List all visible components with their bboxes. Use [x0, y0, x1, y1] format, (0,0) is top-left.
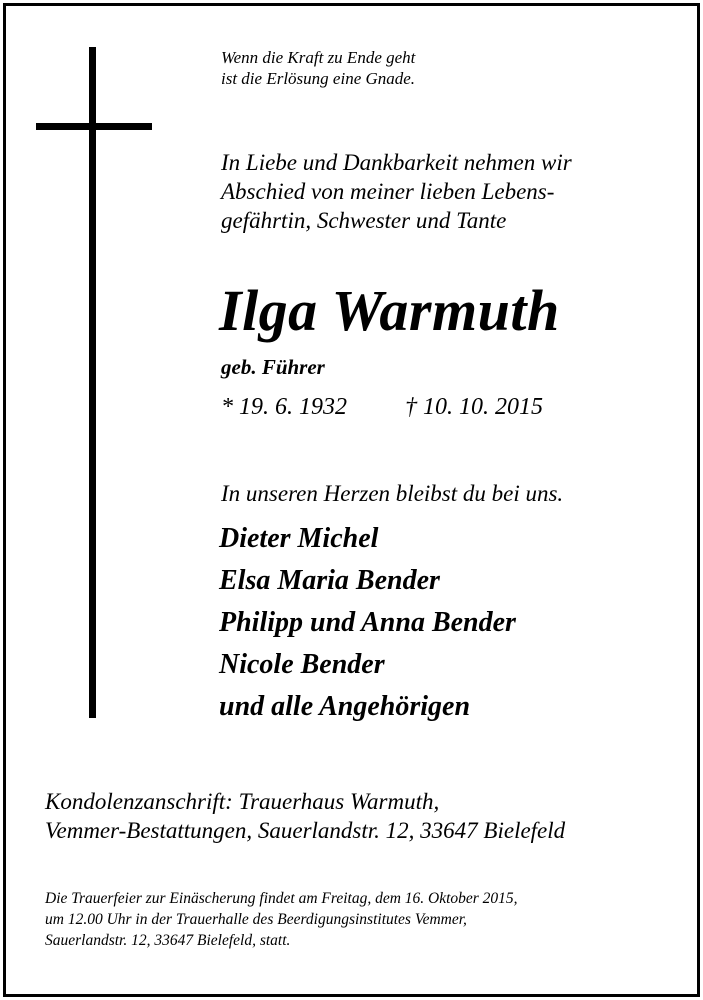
- intro-line: In Liebe und Dankbarkeit nehmen wir: [221, 150, 572, 175]
- cross-horizontal-bar: [36, 123, 152, 130]
- intro-line: gefährtin, Schwester und Tante: [221, 208, 507, 233]
- mourners-list: [219, 518, 516, 728]
- closing-line: In unseren Herzen bleibst du bei uns.: [221, 481, 564, 506]
- cross-vertical-bar: [89, 47, 96, 718]
- condolence-address: [45, 787, 565, 845]
- motto-line: Wenn die Kraft zu Ende geht: [221, 48, 416, 67]
- condolence-line: Kondolenzanschrift: Trauerhaus Warmuth,: [45, 789, 440, 814]
- intro-text: [221, 148, 572, 235]
- mourner-name: Nicole Bender: [219, 649, 385, 680]
- ceremony-info: [45, 888, 518, 951]
- mourner-name: Philipp und Anna Bender: [219, 607, 516, 638]
- ceremony-line: Sauerlandstr. 12, 33647 Bielefeld, statt.: [45, 932, 291, 949]
- mourner-name: Elsa Maria Bender: [219, 565, 440, 596]
- ceremony-line: Die Trauerfeier zur Einäscherung findet am Freitag, dem 16. Oktober 2015,: [45, 890, 518, 907]
- maiden-name: geb. Führer: [221, 355, 325, 379]
- intro-line: Abschied von meiner lieben Lebens-: [221, 179, 555, 204]
- motto-line: ist die Erlösung eine Gnade.: [221, 69, 416, 88]
- death-date: † 10. 10. 2015: [405, 394, 543, 420]
- motto: [221, 47, 415, 89]
- birth-date: * 19. 6. 1932: [221, 394, 347, 420]
- ceremony-line: um 12.00 Uhr in der Trauerhalle des Beerdigungsinstitutes Vemmer,: [45, 911, 467, 928]
- mourner-name: und alle Angehörigen: [219, 691, 471, 722]
- mourner-name: Dieter Michel: [219, 523, 379, 554]
- condolence-line: Vemmer-Bestattungen, Sauerlandstr. 12, 33647 Bielefeld: [45, 818, 566, 843]
- deceased-name: Ilga Warmuth: [219, 278, 560, 343]
